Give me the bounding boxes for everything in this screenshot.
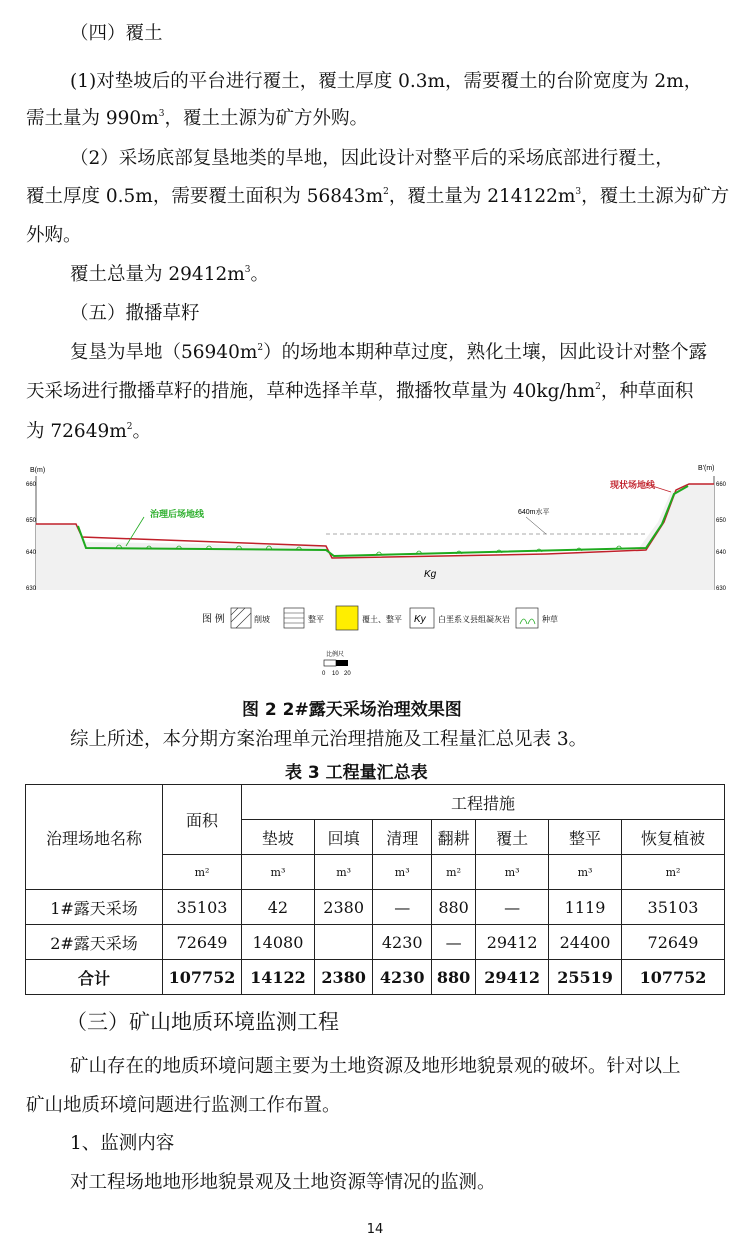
summary-line: 综上所述，本分期方案治理单元治理措施及工程量汇总见表 3。: [70, 729, 588, 750]
cell: 42: [242, 890, 315, 925]
para-2-line-3: 外购。: [26, 225, 82, 246]
row-name: 1#露天采场: [26, 890, 163, 925]
table-title: 表 3 工程量汇总表: [285, 763, 428, 783]
total-cell: 880: [431, 960, 475, 995]
total-name: 合计: [26, 960, 163, 995]
th-measure: 垫坡: [242, 820, 315, 855]
para-2-line-2: [26, 185, 729, 209]
table-row: [26, 925, 725, 960]
label-treated-leader: [126, 517, 144, 546]
total-cell: 14122: [242, 960, 315, 995]
th-measure: 恢复植被: [622, 820, 725, 855]
total-cell: 29412: [476, 960, 549, 995]
unit-cell: m²: [163, 855, 242, 890]
label-treated: 治理后场地线: [150, 509, 205, 519]
legend-item-rock: 白垩系义县组凝灰岩: [438, 615, 510, 624]
page-number: 14: [366, 1222, 384, 1237]
axis-left-title: B(m): [30, 467, 46, 474]
cell: 2380: [314, 890, 373, 925]
unit-cell: m³: [242, 855, 315, 890]
para-4-line-3: [26, 420, 151, 444]
cell: 72649: [163, 925, 242, 960]
cell: 24400: [549, 925, 622, 960]
table-row: [26, 890, 725, 925]
total-cell: 25519: [549, 960, 622, 995]
tick-right-630: 630: [716, 586, 726, 592]
th-area: 面积: [163, 785, 242, 855]
unit-cell: m³: [373, 855, 432, 890]
legend-item-cut: 削坡: [254, 615, 270, 624]
engineering-table: [25, 784, 725, 995]
para-1-line-1: (1)对垫坡后的平台进行覆土，覆土厚度 0.3m，需要覆土的台阶宽度为 2m，: [70, 71, 703, 92]
th-measure: 回填: [314, 820, 373, 855]
cell: 35103: [163, 890, 242, 925]
legend-swatch-grass: [516, 608, 538, 628]
scale-tick-10: 10: [332, 671, 339, 677]
ground-fill: [36, 484, 714, 590]
tick-left-640: 640: [26, 550, 37, 556]
label-640-leader: [526, 517, 546, 534]
superscript: 2: [383, 187, 389, 197]
scale-tick-20: 20: [344, 671, 351, 677]
para-1-line-2: [26, 107, 368, 131]
cell: 72649: [622, 925, 725, 960]
cell: 4230: [373, 925, 432, 960]
superscript: 3: [575, 187, 582, 197]
legend-ky: Ky: [414, 614, 426, 625]
text-span: 需土量为 990m: [26, 108, 159, 129]
monitoring-para-line-1: 矿山存在的地质环境问题主要为土地资源及地形地貌景观的破坏。针对以上: [70, 1056, 681, 1077]
label-kg: Kg: [424, 569, 437, 580]
text-span: ）的场地本期种草过度，熟化土壤，因此设计对整个露: [263, 342, 708, 363]
cell: —: [431, 925, 475, 960]
superscript: 2: [257, 343, 264, 353]
legend-item-cover: 覆土、整平: [362, 615, 402, 624]
label-640: 640m水平: [518, 509, 550, 516]
superscript: 3: [158, 109, 165, 119]
text-span: 。: [132, 421, 152, 442]
cell: 1119: [549, 890, 622, 925]
heading-sabo: （五）撒播草籽: [70, 303, 200, 324]
text-span: 为 72649m: [26, 421, 127, 442]
legend-item-grass: 种草: [542, 615, 558, 624]
para-3: [70, 263, 269, 287]
label-current: 现状场地线: [610, 480, 656, 490]
table-total-row: [26, 960, 725, 995]
legend-item-level: 整平: [308, 615, 324, 624]
figure-caption: 图 2 2#露天采场治理效果图: [242, 700, 462, 720]
para-4-line-1: [70, 341, 707, 365]
superscript: 2: [595, 382, 601, 392]
unit-cell: m³: [549, 855, 622, 890]
cell: 35103: [622, 890, 725, 925]
legend-swatch-cut: [231, 608, 251, 628]
text-span: ，覆土土源为矿方外购。: [164, 108, 368, 129]
total-cell: 107752: [622, 960, 725, 995]
text-span: ，种草面积: [600, 381, 694, 402]
total-cell: 4230: [373, 960, 432, 995]
superscript: 3: [244, 265, 251, 275]
unit-cell: m³: [476, 855, 549, 890]
heading-fugai: （四）覆土: [70, 23, 163, 44]
scale-label: 比例尺: [326, 652, 345, 658]
legend-swatch-cover: [336, 606, 358, 630]
para-2-line-1: （2）采场底部复垦地类的旱地，因此设计对整平后的采场底部进行覆土，: [70, 148, 674, 169]
axis-right-title: B'(m): [698, 465, 715, 472]
th-measure: 整平: [549, 820, 622, 855]
text-span: 覆土厚度 0.5m，需要覆土面积为 56843m: [26, 186, 384, 207]
scale-seg-1: [324, 660, 336, 666]
tick-right-660: 660: [716, 482, 726, 488]
text-span: ，覆土量为 214122m: [388, 186, 576, 207]
row-name: 2#露天采场: [26, 925, 163, 960]
text-span: 天采场进行撒播草籽的措施，草种选择羊草，撒播牧草量为 40kg/hm: [26, 381, 596, 402]
cell: 14080: [242, 925, 315, 960]
cell: 29412: [476, 925, 549, 960]
tick-left-650: 650: [26, 518, 37, 524]
th-site: 治理场地名称: [26, 785, 163, 890]
tick-right-640: 640: [716, 550, 726, 556]
unit-cell: m²: [431, 855, 475, 890]
heading-monitoring: （三）矿山地质环境监测工程: [66, 1010, 339, 1034]
unit-cell: m³: [314, 855, 373, 890]
th-measure: 覆土: [476, 820, 549, 855]
scale-seg-2: [336, 660, 348, 666]
th-measure: 清理: [373, 820, 432, 855]
text-span: 复垦为旱地（56940m: [70, 342, 258, 363]
superscript: 2: [126, 422, 133, 432]
tick-right-650: 650: [716, 518, 726, 524]
para-4-line-2: [26, 380, 693, 404]
cell: —: [373, 890, 432, 925]
th-measure: 翻耕: [431, 820, 475, 855]
total-cell: 107752: [163, 960, 242, 995]
legend-title: 图 例: [202, 614, 225, 625]
text-span: 覆土总量为 29412m: [70, 264, 245, 285]
tick-left-660: 660: [26, 482, 37, 488]
th-measures: 工程措施: [242, 785, 725, 820]
table-header-row-1: [26, 785, 725, 820]
profile-figure: [26, 462, 726, 684]
total-cell: 2380: [314, 960, 373, 995]
cell: 880: [431, 890, 475, 925]
scale-tick-0: 0: [322, 671, 326, 677]
tick-left-630: 630: [26, 586, 37, 592]
monitoring-para-2: 对工程场地地形地貌景观及土地资源等情况的监测。: [70, 1172, 496, 1193]
monitoring-subheading: 1、监测内容: [70, 1133, 175, 1154]
unit-cell: m²: [622, 855, 725, 890]
text-span: 。: [250, 264, 270, 285]
monitoring-para-line-2: 矿山地质环境问题进行监测工作布置。: [26, 1095, 341, 1116]
cell: —: [476, 890, 549, 925]
cell: [314, 925, 373, 960]
text-span: ，覆土土源为矿方: [581, 186, 730, 207]
